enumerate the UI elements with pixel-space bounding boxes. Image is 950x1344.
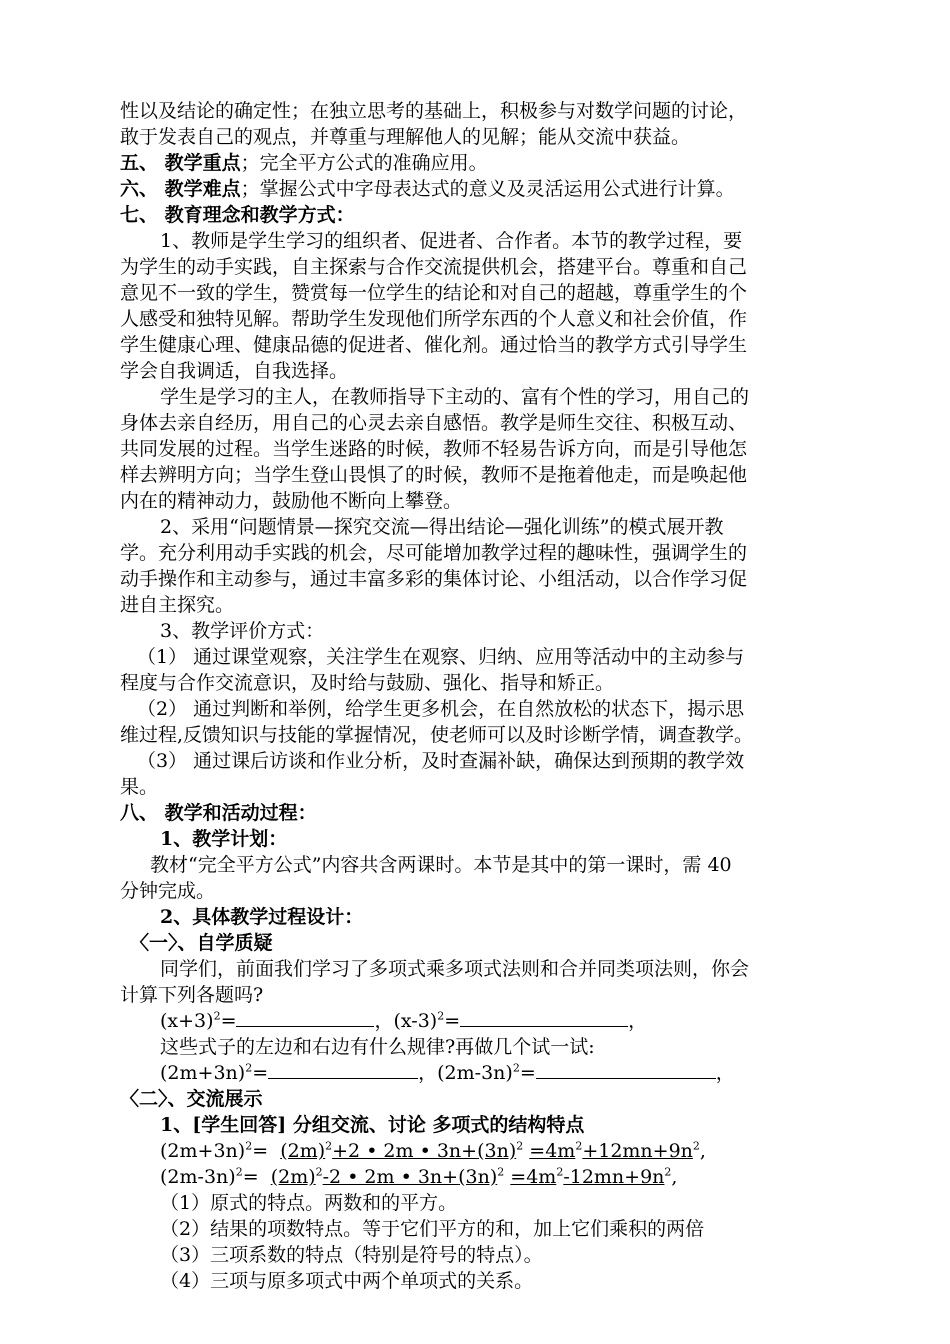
point-line: （3）三项系数的特点（特别是符号的特点）。 [160,1244,543,1266]
point-line: （2）结果的项数特点。等于它们平方的和，加上它们乘积的两倍 [160,1218,705,1240]
paragraph-line: 分钟完成。 [120,880,216,902]
paragraph-line: 人感受和独特见解。帮助学生发现他们所学东西的个人意义和社会价值，作 [120,308,748,330]
paragraph-line: （3） 通过课后访谈和作业分析，及时查漏补缺，确保达到预期的教学效 [137,750,745,772]
section-6-line [120,176,735,202]
paragraph-line: 2、采用“问题情景—探究交流—得出结论—强化训练”的模式展开教 [160,516,724,538]
paragraph-line: 果。 [120,776,159,798]
paragraph-line: 这些式子的左边和右边有什么规律?再做几个试一试: [160,1036,595,1058]
paragraph-line: 为学生的动手实践，自主探索与合作交流提供机会，搭建平台。尊重和自己 [120,256,748,278]
answer-blank[interactable] [236,1008,374,1027]
paragraph-line: 学生是学习的主人，在教师指导下主动的、富有个性的学习，用自己的 [160,386,750,408]
paragraph-line: 意见不一致的学生，赞赏每一位学生的结论和对自己的超越，尊重学生的个 [120,282,748,304]
section-text: ；完全平方公式的准确应用。 [240,152,488,174]
section-text: ；掌握公式中字母表达式的意义及灵活运用公式进行计算。 [240,178,735,200]
subsection-heading: 2、具体教学过程设计： [160,906,364,928]
point-line: （4）三项与原多项式中两个单项式的关系。 [160,1270,534,1292]
paragraph-line: （1） 通过课堂观察，关注学生在观察、归纳、应用等活动中的主动参与 [137,646,745,668]
section-heading: 七、 教育理念和教学方式： [120,204,355,226]
paragraph-line: 同学们，前面我们学习了多项式乘多项式法则和合并同类项法则，你会 [160,958,750,980]
paragraph-line: 3、教学评价方式： [160,620,325,642]
paragraph-line: 共同发展的过程。当学生迷路的时候，教师不轻易告诉方向，而是引导他怎 [120,438,748,460]
answer-blank[interactable] [460,1008,628,1027]
paragraph-line: 内在的精神动力，鼓励他不断向上攀登。 [120,490,463,512]
subsection-heading: 1、[学生回答] 分组交流、讨论 多项式的结构特点 [160,1114,585,1136]
exercise-line: $(2m+3n)^2=$ ，$(2m-3n)^2=$ ， [160,1061,735,1084]
section-heading: 八、 教学和活动过程： [120,802,317,824]
exercise-line: $(x+3)^2=$ ，$(x-3)^2=$ ， [160,1009,648,1032]
paragraph-line: 教材“完全平方公式”内容共含两课时。本节是其中的第一课时，需 40 [150,854,732,876]
paragraph-line: 维过程,反馈知识与技能的掌握情况，使老师可以及时诊断学情，调查教学。 [120,724,754,746]
paragraph-line: 性以及结论的确定性；在独立思考的基础上，积极参与对数学问题的讨论， [120,100,748,122]
paragraph-line: 动手操作和主动参与，通过丰富多彩的集体讨论、小组活动，以合作学习促 [120,568,748,590]
subsection-heading: 〈二〉、交流展示 [120,1088,263,1110]
paragraph-line: 样去辨明方向；当学生登山畏惧了的时候，教师不是拖着他走，而是唤起他 [120,464,748,486]
paragraph-line: 进自主探究。 [120,594,235,616]
answer-blank[interactable] [536,1060,716,1079]
paragraph-line: 身体去亲自经历，用自己的心灵去亲自感悟。教学是师生交往、积极互动、 [120,412,748,434]
subsection-heading: 1、教学计划： [160,828,288,850]
paragraph-line: （2） 通过判断和举例，给学生更多机会，在自然放松的状态下，揭示思 [137,698,745,720]
paragraph-line: 计算下列各题吗? [120,984,264,1006]
subsection-heading: 〈一〉、自学质疑 [130,932,273,954]
point-line: （1）原式的特点。两数和的平方。 [160,1192,458,1214]
paragraph-line: 敢于发表自己的观点，并尊重与理解他人的见解；能从交流中获益。 [120,126,691,148]
section-heading: 五、 教学重点 [120,152,241,174]
paragraph-line: 1、教师是学生学习的组织者、促进者、合作者。本节的教学过程，要 [160,230,743,252]
paragraph-line: 程度与合作交流意识，及时给与鼓励、强化、指导和矫正。 [120,672,615,694]
section-5-line [120,150,488,176]
paragraph-line: 学会自我调适，自我选择。 [120,360,349,382]
example-line: $(2m-3n)^2= (2m)^2-2$ • 2m • $3n+(3n)^2 =4m^2-12mn+9n^2$, [160,1165,678,1188]
section-heading: 六、 教学难点 [120,178,241,200]
answer-blank[interactable] [268,1060,418,1079]
paragraph-line: 学生健康心理、健康品德的促进者、催化剂。通过恰当的教学方式引导学生 [120,334,748,356]
paragraph-line: 学。充分利用动手实践的机会，尽可能增加教学过程的趣味性，强调学生的 [120,542,748,564]
example-line: $(2m+3n)^2= (2m)^2+2$ • 2m • $3n+(3n)^2 =4m^2+12mn+9n^2$, [160,1139,706,1162]
